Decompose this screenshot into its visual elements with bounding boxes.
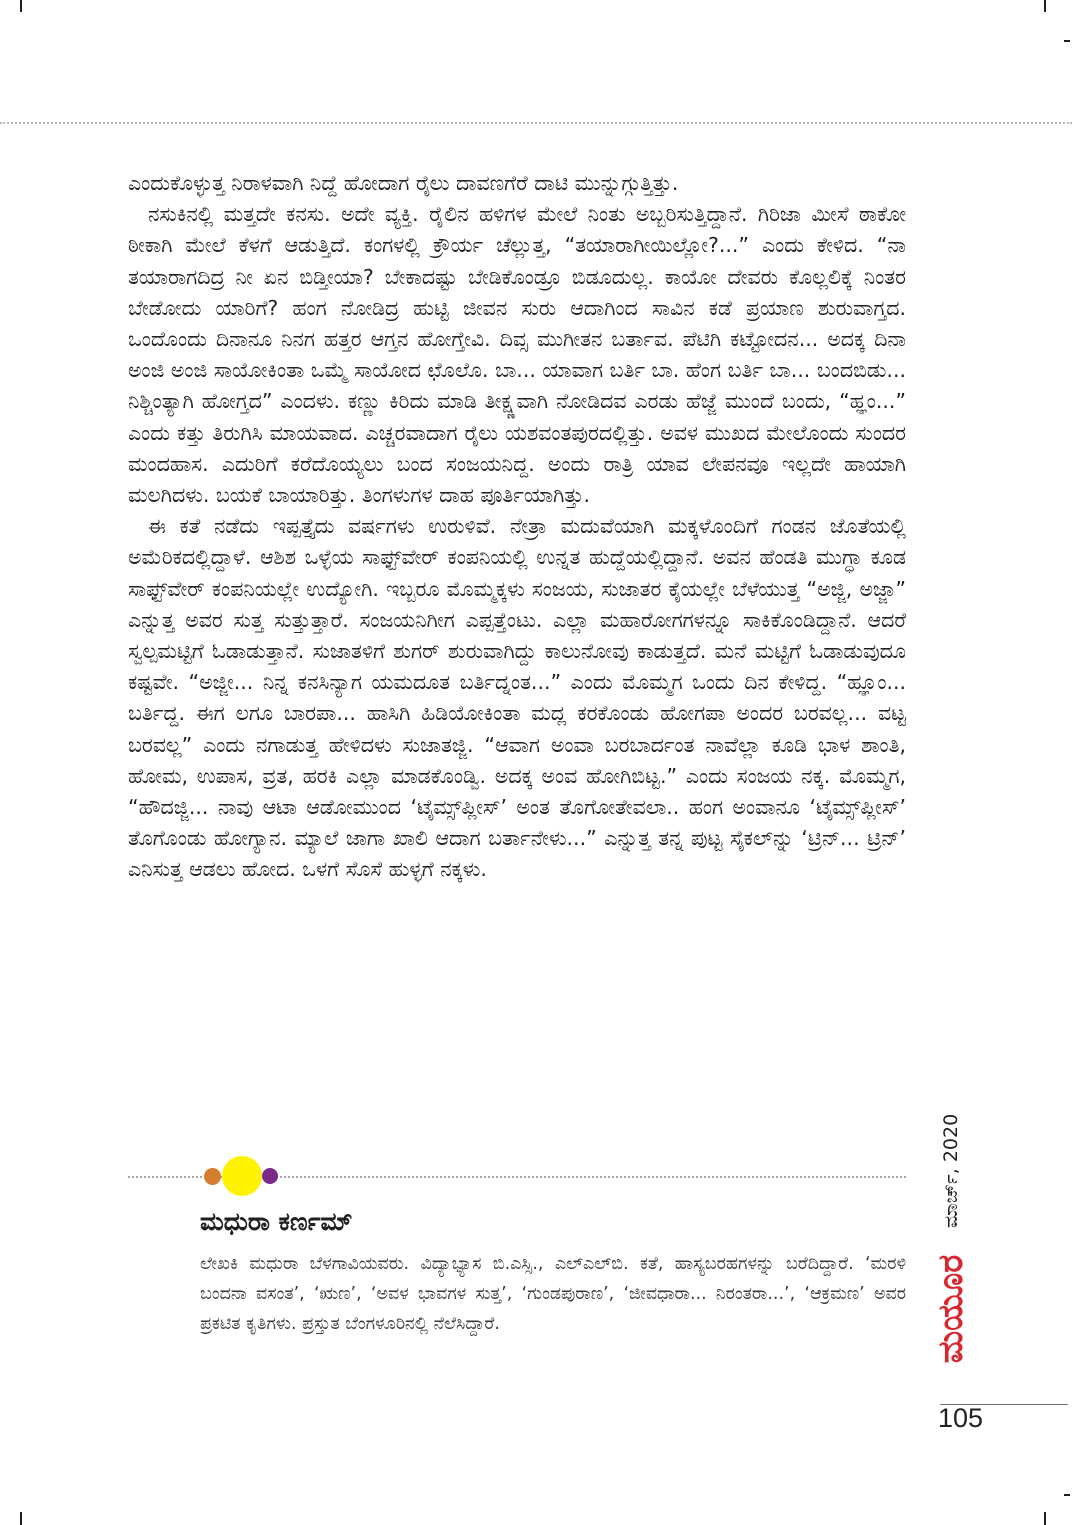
separator-dot-purple <box>262 1168 278 1184</box>
paragraph: ನಸುಕಿನಲ್ಲಿ ಮತ್ತದೇ ಕನಸು. ಅದೇ ವ್ಯಕ್ತಿ. ರೈಲಿನ ಹಳಿಗಳ ಮೇಲೆ ನಿಂತು ಅಬ್ಬರಿಸುತ್ತಿದ್ದಾನೆ. ಗಿರಿಜಾ ಮೀಸೆ ಠಾಕೋ ಠೀಕಾಗಿ ಮೇಲೆ ಕೆಳಗೆ ಆಡುತ್ತಿದೆ. ಕಂಗಳಲ್ಲಿ ಕ್ರೌರ್ಯ ಚೆಲ್ಲುತ್ತ, “ತಯಾರಾಗೀಯಿಲ್ಲೋ?...” ಎಂದು ಕೇಳಿದ. “ನಾ ತಯಾರಾಗದಿದ್ರ ನೀ ಏನ ಬಿಡ್ತೀಯಾ? ಬೇಕಾದಷ್ಟು ಬೇಡಿಕೊಂಡ್ರೂ ಬಿಡೂದುಲ್ಲ. ಕಾಯೋ ದೇವರು ಕೊಲ್ಲಲಿಕ್ಕೆ ನಿಂತರ ಬೇಡೋದು ಯಾರಿಗೆ? ಹಂಗ ನೋಡಿದ್ರ ಹುಟ್ಟಿ ಜೀವನ ಸುರು ಆದಾಗಿಂದ ಸಾವಿನ ಕಡೆ ಪ್ರಯಾಣ ಶುರುವಾಗ್ತದ. ಒಂದೊಂದು ದಿನಾನೂ ನಿನಗ ಹತ್ತರ ಆಗ್ತನ ಹೋಗ್ತೇವಿ. ದಿವ್ಸ ಮುಗೀತನ ಬರ್ತಾವ. ಪೆಟಿಗಿ ಕಟ್ಟೋದನ... ಅದಕ್ಕ ದಿನಾ ಅಂಜಿ ಅಂಜಿ ಸಾಯೋಕಿಂತಾ ಒಮ್ಮೆ ಸಾಯೋದ ಛೊಲೊ. ಬಾ... ಯಾವಾಗ ಬರ್ತಿ ಬಾ. ಹೆಂಗ ಬರ್ತಿ ಬಾ... ಬಂದಬಿಡು... ನಿಶ್ಚಿಂತ್ಯಾಗಿ ಹೋಗ್ತದ” ಎಂದಳು. ಕಣ್ಣು ಕಿರಿದು ಮಾಡಿ ತೀಕ್ಷ್ಣವಾಗಿ ನೋಡಿದವ ಎರಡು ಹೆಜ್ಜೆ ಮುಂದೆ ಬಂದು, “ಹ್ಞಂ...” ಎಂದು ಕತ್ತು ತಿರುಗಿಸಿ ಮಾಯವಾದ. ಎಚ್ಚರವಾದಾಗ ರೈಲು ಯಶವಂತಪುರದಲ್ಲಿತ್ತು. ಅವಳ ಮುಖದ ಮೇಲೊಂದು ಸುಂದರ ಮಂದಹಾಸ. ಎದುರಿಗೆ ಕರೆದೊಯ್ಯಲು ಬಂದ ಸಂಜಯನಿದ್ದ. ಅಂದು ರಾತ್ರಿ ಯಾವ ಲೇಪನವೂ ಇಲ್ಲದೇ ಹಾಯಾಗಿ ಮಲಗಿದಳು. ಬಯಕೆ ಬಾಯಾರಿತ್ತು. ತಿಂಗಳುಗಳ ದಾಹ ಪೂರ್ತಿಯಾಗಿತ್ತು. <box>128 202 906 508</box>
page-number: 105 <box>938 1403 984 1433</box>
crop-mark-right-lower <box>1064 1494 1070 1496</box>
crop-mark-bottom-left <box>20 1512 22 1525</box>
separator-dot-yellow <box>222 1156 262 1196</box>
issue-date: ಮಾರ್ಚ್, 2020 <box>940 1113 962 1228</box>
author-bio: ಲೇಖಕಿ ಮಧುರಾ ಬೆಳಗಾವಿಯವರು. ವಿದ್ಯಾಭ್ಯಾಸ ಬಿ.ಎಸ್ಸಿ., ಎಲ್‌ಎಲ್‌ಬಿ. ಕತೆ, ಹಾಸ್ಯಬರಹಗಳನ್ನು ಬರೆದಿದ್ದಾರೆ. ‘ಮರಳಿ ಬಂದನಾ ವಸಂತ’, ‘ಋಣ’, ‘ಅವಳ ಭಾವಗಳ ಸುತ್ತ’, ‘ಗುಂಡಪುರಾಣ’, ‘ಜೀವಧಾರಾ... ನಿರಂತರಾ...’, ‘ಆಕ್ರಮಣ’ ಅವರ ಪ್ರಕಟಿತ ಕೃತಿಗಳು. ಪ್ರಸ್ತುತ ಬೆಂಗಳೂರಿನಲ್ಲಿ ನೆಲೆಸಿದ್ದಾರೆ. <box>200 1254 906 1334</box>
crop-mark-top-right <box>1044 0 1046 12</box>
magazine-logo: ಮಯೂರ <box>931 1254 971 1364</box>
author-name: ಮಧುರಾ ಕರ್ಣಮ್ <box>200 1207 353 1236</box>
crop-mark-bottom-right <box>1044 1512 1046 1525</box>
crop-mark-right-upper <box>1064 40 1070 42</box>
crop-mark-top-left <box>20 0 22 12</box>
article-body <box>128 168 906 886</box>
paragraph: ಈ ಕತೆ ನಡೆದು ಇಪ್ಪತ್ತೈದು ವರ್ಷಗಳು ಉರುಳಿವೆ. ನೇತ್ರಾ ಮದುವೆಯಾಗಿ ಮಕ್ಕಳೊಂದಿಗೆ ಗಂಡನ ಜೊತೆಯಲ್ಲಿ ಅಮೆರಿಕದಲ್ಲಿದ್ದಾಳೆ. ಆಶಿಶ ಒಳ್ಳೆಯ ಸಾಫ್ಟ್‌ವೇರ್ ಕಂಪನಿಯಲ್ಲಿ ಉನ್ನತ ಹುದ್ದೆಯಲ್ಲಿದ್ದಾನೆ. ಅವನ ಹೆಂಡತಿ ಮುಗ್ಧಾ ಕೂಡ ಸಾಫ್ಟ್‌ವೇರ್ ಕಂಪನಿಯಲ್ಲೇ ಉದ್ಯೋಗಿ. ಇಬ್ಬರೂ ಮೊಮ್ಮಕ್ಕಳು ಸಂಜಯ, ಸುಜಾತರ ಕೈಯಲ್ಲೇ ಬೆಳೆಯುತ್ತ “ಅಜ್ಜಿ, ಅಜ್ಜಾ” ಎನ್ನುತ್ತ ಅವರ ಸುತ್ತ ಸುತ್ತುತ್ತಾರೆ. ಸಂಜಯನಿಗೀಗ ಎಪ್ಪತ್ತೆಂಟು. ಎಲ್ಲಾ ಮಹಾರೋಗಗಳನ್ನೂ ಸಾಕಿಕೊಂಡಿದ್ದಾನೆ. ಆದರೆ ಸ್ವಲ್ಪಮಟ್ಟಿಗೆ ಓಡಾಡುತ್ತಾನೆ. ಸುಜಾತಳಿಗೆ ಶುಗರ್ ಶುರುವಾಗಿದ್ದು ಕಾಲುನೋವು ಕಾಡುತ್ತದೆ. ಮನೆ ಮಟ್ಟಿಗೆ ಓಡಾಡುವುದೂ ಕಷ್ಟವೇ. “ಅಜ್ಜೀ... ನಿನ್ನ ಕನಸಿನ್ಯಾಗ ಯಮದೂತ ಬರ್ತಿದ್ನಂತ...” ಎಂದು ಮೊಮ್ಮಗ ಒಂದು ದಿನ ಕೇಳಿದ್ದ. “ಹ್ಞೂಂ... ಬರ್ತಿದ್ದ. ಈಗ ಲಗೂ ಬಾರಪಾ... ಹಾಸಿಗಿ ಹಿಡಿಯೋಕಿಂತಾ ಮದ್ಲ ಕರಕೊಂಡು ಹೋಗಪಾ ಅಂದರ ಬರವಲ್ಲ... ವಟ್ಟ ಬರವಲ್ಲ” ಎಂದು ನಗಾಡುತ್ತ ಹೇಳಿದಳು ಸುಜಾತಜ್ಜಿ. “ಆವಾಗ ಅಂವಾ ಬರಬಾರ್ದಂತ ನಾವೆಲ್ಲಾ ಕೂಡಿ ಭಾಳ ಶಾಂತಿ, ಹೋಮ, ಉಪಾಸ, ವ್ರತ, ಹರಕಿ ಎಲ್ಲಾ ಮಾಡಕೊಂಡ್ವಿ. ಅದಕ್ಕ ಅಂವ ಹೋಗಿಬಿಟ್ಟ.” ಎಂದು ಸಂಜಯ ನಕ್ಕ. ಮೊಮ್ಮಗ, “ಹೌದಜ್ಜಿ... ನಾವು ಆಟಾ ಆಡೋಮುಂದ ‘ಟೈಮ್ಸ್‌ಪ್ಲೀಸ್’ ಅಂತ ತೊಗೋತೇವಲಾ.. ಹಂಗ ಅಂವಾನೂ ‘ಟೈಮ್ಸ್‌ಪ್ಲೀಸ್’ ತೊಗೊಂಡು ಹೋಗ್ಯಾನ. ಮ್ಯಾಲೆ ಜಾಗಾ ಖಾಲಿ ಆದಾಗ ಬರ್ತಾನೇಳು...” ಎನ್ನುತ್ತ ತನ್ನ ಪುಟ್ಟ ಸೈಕಲ್‌ನ್ನು ‘ಟ್ರಿನ್... ಟ್ರಿನ್’ ಎನಿಸುತ್ತ ಆಡಲು ಹೋದ. ಒಳಗೆ ಸೊಸೆ ಹುಳ್ಳಗೆ ನಕ್ಕಳು. <box>128 514 906 882</box>
paragraph: ಎಂದುಕೊಳ್ಳುತ್ತ ನಿರಾಳವಾಗಿ ನಿದ್ದೆ ಹೋದಾಗ ರೈಲು ದಾವಣಗೆರೆ ದಾಟಿ ಮುನ್ನುಗ್ಗುತ್ತಿತ್ತು. <box>128 171 679 195</box>
top-dotted-rule <box>0 122 1072 124</box>
separator-dot-orange <box>204 1168 221 1185</box>
